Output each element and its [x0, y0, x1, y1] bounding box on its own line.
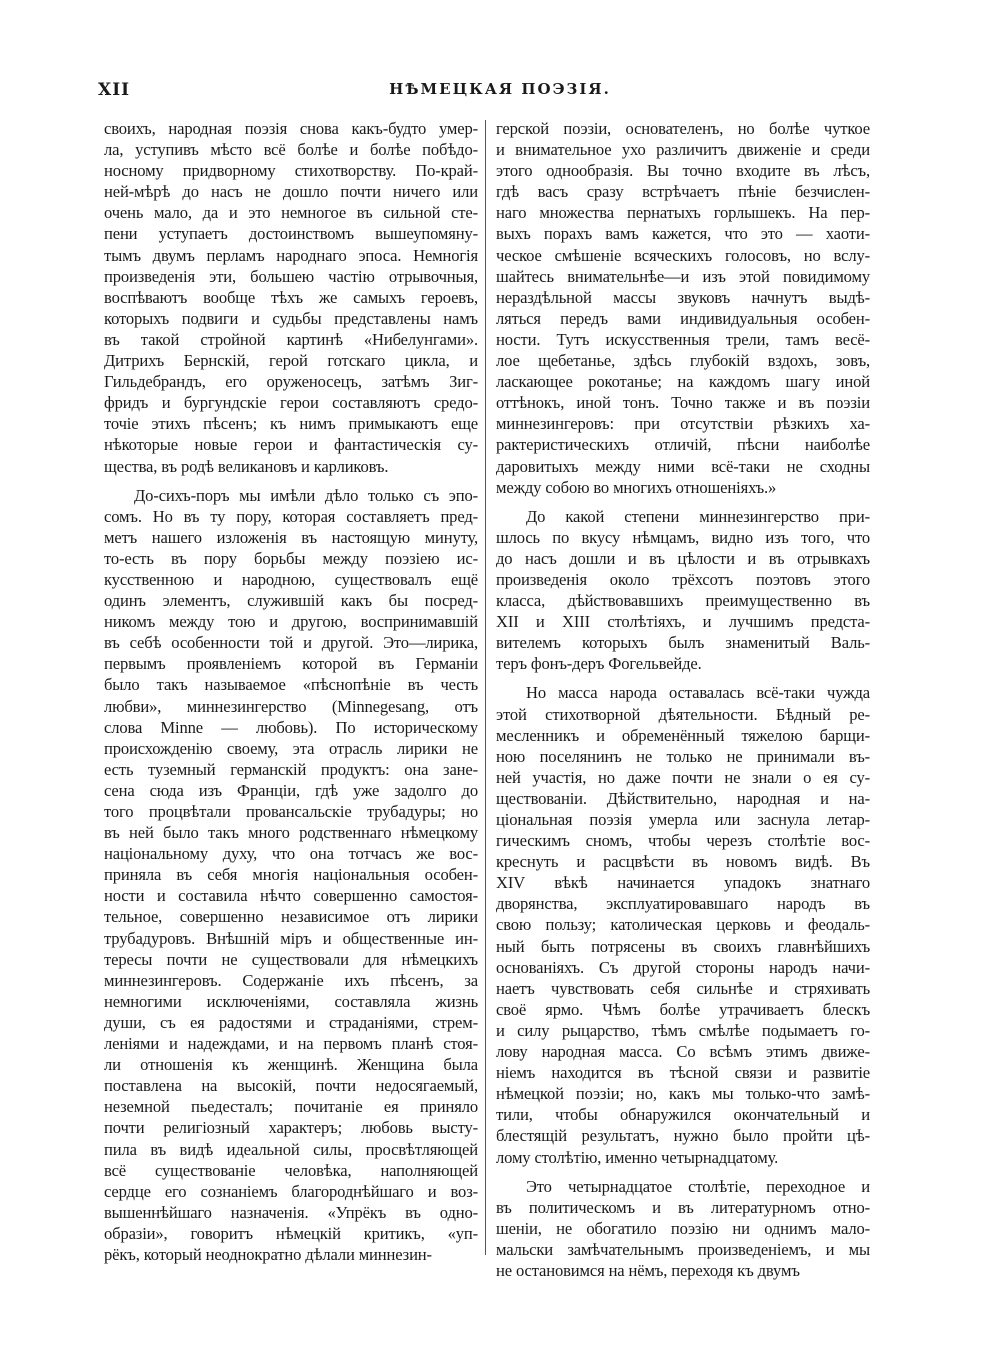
text-line: ности и составила нѣчто совершенно самостоя-: [104, 886, 478, 906]
text-line: дворянства, эксплуатировавшаго народъ въ: [496, 894, 870, 914]
text-line: лое щебетанье, здѣсь глубокій вздохъ, зовъ,: [496, 351, 870, 371]
left-column: [104, 118, 478, 1265]
text-line: рактеристическихъ отличій, пѣсни наиболѣе: [496, 435, 870, 455]
right-column: [496, 118, 870, 1281]
text-line: тымъ двумъ перламъ народнаго эпоса. Немногія: [104, 245, 478, 265]
text-line: Это четырнадцатое столѣтіе, переходное и: [526, 1176, 870, 1196]
text-line: ней-мѣрѣ до насъ не дошло почти ничего или: [104, 182, 478, 202]
text-line: До какой степени миннезингерство при-: [526, 506, 870, 526]
text-line: образіи», говоритъ нѣмецкій критикъ, «уп-: [104, 1223, 478, 1243]
text-line: вышеннѣйшаго назначенія. «Упрёкъ въ одно-: [104, 1202, 478, 1222]
text-line: гическимъ сномъ, чтобы черезъ столѣтіе вос-: [496, 831, 870, 851]
page-number: XII: [98, 80, 131, 100]
paragraph: [496, 682, 870, 1167]
text-line: мальски замѣчательнымъ произведеніемъ, и мы: [496, 1239, 870, 1259]
text-line: между собою во многихъ отношеніяхъ.»: [496, 477, 777, 497]
text-line: наго множества пернатыхъ горлышекъ. На пер-: [496, 203, 870, 223]
text-line: тересы почти не существовали для нѣмецкихъ: [104, 949, 478, 969]
text-line: ляться передъ вами индивидуальныя особен-: [496, 308, 870, 328]
column-divider: [485, 120, 486, 1255]
text-line: фридъ и бургундскіе герои составляютъ средо-: [104, 393, 478, 413]
running-title: НѢМЕЦКАЯ ПОЭЗІЯ.: [389, 80, 611, 98]
text-line: сена сюда изъ Франціи, гдѣ уже задолго до: [104, 780, 478, 800]
text-line: всё существованіе человѣка, наполняющей: [104, 1160, 478, 1180]
text-line: класса, дѣйствовавшихъ преимущественно въ: [496, 591, 870, 611]
text-line: метъ нашего изложенія въ настоящую минуту,: [104, 527, 478, 547]
text-line: носному придворному стихотворству. По-край-: [104, 161, 478, 181]
text-line: лому столѣтію, именно четырнадцатому.: [496, 1147, 779, 1167]
text-line: шлось по вкусу нѣмцамъ, видно изъ того, что: [496, 527, 870, 547]
text-line: пила въ видѣ идеальной силы, просвѣтляющей: [104, 1139, 478, 1159]
text-line: До-сихъ-поръ мы имѣли дѣло только съ эпо-: [134, 485, 478, 505]
text-line: щества, въ родѣ великановъ и карликовъ.: [104, 456, 389, 476]
text-line: шайтесь внимательнѣе—и изъ этой повидимому: [496, 266, 870, 286]
text-line: ности. Тутъ искусственныя трели, тамъ весё-: [496, 329, 870, 349]
text-line: тельное, совершенно независимое отъ лирики: [104, 907, 478, 927]
text-line: никомъ между тою и другою, воспринимавшій: [104, 612, 478, 632]
text-line: въ ней было такъ много родственнаго нѣмецкому: [104, 823, 478, 843]
text-line: ществованіи. Дѣйствительно, народная и на-: [496, 788, 870, 808]
text-line: которыхъ подвиги и судьбы представлены намъ: [104, 308, 478, 328]
text-line: воспѣваютъ вообще тѣхъ же самыхъ героевъ,: [104, 287, 478, 307]
text-line: произведенія эти, большею частію отрывочныя,: [104, 266, 478, 286]
text-line: сомъ. Но въ ту пору, которая составляетъ пред-: [104, 506, 478, 526]
text-line: блестящій результатъ, нужно было пройти цѣ-: [496, 1126, 870, 1146]
text-line: ціональная поэзія умерла или заснула летар-: [496, 810, 870, 829]
text-line: ніемъ находится въ тѣсной связи и развитіе: [496, 1063, 870, 1083]
text-line: и силу рыцарство, тѣмъ смѣлѣе подымаетъ го-: [496, 1020, 870, 1040]
text-line: миннезингеровъ: при отсутствіи рѣзкихъ ха-: [496, 414, 870, 434]
text-line: того процвѣтали провансальскіе трубадуры; но: [104, 802, 478, 821]
paragraph: [104, 118, 478, 477]
text-line: этого однообразія. Вы точно входите въ лѣсъ,: [496, 161, 870, 181]
text-line: Гильдебрандъ, его оруженосецъ, затѣмъ Зиг-: [104, 372, 478, 392]
text-line: точіе этихъ пѣсенъ; къ нимъ примыкаютъ еще: [104, 414, 478, 434]
text-line: теръ фонъ-деръ Фогельвейде.: [496, 654, 702, 674]
paragraph: [496, 506, 870, 675]
text-line: ческое смѣшеніе всяческихъ голосовъ, но вслу-: [496, 245, 870, 265]
text-line: нѣкоторые новые герои и фантастическія су-: [104, 435, 478, 455]
text-line: миннезингеровъ. Содержаніе ихъ пѣсенъ, за: [104, 970, 478, 990]
text-line: неземной пьедесталъ; почитаніе ея приняло: [104, 1097, 478, 1117]
text-line: и внимательное ухо различитъ движеніе и среди: [496, 140, 870, 160]
text-line: ла, уступивъ мѣсто всё болѣе и болѣе побѣдо-: [104, 140, 478, 160]
text-line: нераздѣльной массы звуковъ начнутъ выдѣ-: [496, 287, 870, 307]
text-line: то-есть въ пору борьбы между поэзіею ис-: [104, 548, 478, 568]
text-line: ный быть потрясены въ своихъ главнѣйшихъ: [496, 936, 870, 956]
text-line: XIV вѣкѣ начинается упадокъ знатнаго: [496, 873, 870, 893]
text-line: даровитыхъ между ними всё-таки не сходны: [496, 456, 870, 476]
text-line: рёкъ, который неоднократно дѣлали миннезин-: [104, 1244, 432, 1264]
text-line: ней участія, но даже почти не знали о ея су-: [496, 767, 870, 787]
text-line: креснуть и расцвѣсти въ новомъ видѣ. Въ: [496, 852, 870, 872]
text-line: въ себѣ особенности той и другой. Это—лирика,: [104, 633, 478, 653]
text-line: слова Minne — любовь). По историческому: [104, 717, 478, 737]
text-line: въ такой стройной картинѣ «Нибелунгами».: [104, 329, 478, 349]
text-line: гдѣ васъ сразу встрѣчаетъ пѣніе безчислен-: [496, 182, 870, 202]
text-line: ною поселянинъ не только не принимали въ-: [496, 746, 870, 766]
text-line: трубадуровъ. Внѣшній міръ и общественные ин-: [104, 928, 478, 948]
text-line: леніями и надеждами, и на первомъ планѣ стоя-: [104, 1034, 478, 1054]
text-line: своихъ, народная поэзія снова какъ-будто умер-: [104, 119, 478, 138]
text-line: почти религіозный характеръ; любовь высту-: [104, 1118, 478, 1138]
text-line: произведенія около трёхсотъ поэтовъ этого: [496, 569, 870, 589]
text-line: немногими исключеніями, составляла жизнь: [104, 991, 478, 1011]
text-line: наетъ чувствовать себя сильнѣе и стряхивать: [496, 978, 870, 998]
text-line: ласкающее рокотанье; на каждомъ шагу иной: [496, 372, 870, 392]
text-line: основаніяхъ. Съ другой стороны народъ начи-: [496, 957, 870, 977]
text-line: свою пользу; католическая церковь и феодаль-: [496, 915, 870, 935]
text-line: въ политическомъ и въ литературномъ отно-: [496, 1197, 870, 1217]
text-line: есть туземный германскій продуктъ: она зане-: [104, 759, 478, 779]
text-line: ли отношенія къ женщинѣ. Женщина была: [104, 1055, 478, 1075]
text-line: происхожденію своему, эта отрасль лирики не: [104, 738, 478, 758]
paragraph: [496, 1176, 870, 1281]
text-line: оттѣнокъ, иной тонъ. Точно также и въ поэзіи: [496, 393, 870, 413]
paragraph: [104, 485, 478, 1265]
text-line: этой стихотворной дѣятельности. Бѣдный ре-: [496, 704, 870, 724]
text-line: выхъ порахъ вамъ кажется, что это — хаоти-: [496, 224, 870, 244]
text-line: души, съ ея радостями и страданіями, стрем-: [104, 1012, 478, 1032]
text-line: одинъ элементъ, служившій какъ бы посред-: [104, 591, 478, 611]
text-line: нѣмецкой поэзіи; но, какъ мы только-что замѣ-: [496, 1084, 870, 1104]
text-line: своё ярмо. Чѣмъ болѣе утрачиваетъ блескъ: [496, 999, 870, 1019]
text-line: пени уступаетъ достоинствомъ вышеупомяну-: [104, 224, 478, 244]
text-line: поставлена на высокій, почти недосягаемый,: [104, 1076, 478, 1096]
paragraph: [496, 118, 870, 498]
text-line: до насъ дошли и въ цѣлости и въ отрывкахъ: [496, 548, 870, 568]
text-line: герской поэзіи, основателенъ, но болѣе чуткое: [496, 119, 870, 138]
text-line: кусственною и народною, существовалъ ещё: [104, 569, 478, 589]
text-line: сердце его сознаніемъ благороднѣйшаго и воз-: [104, 1181, 478, 1201]
text-line: очень мало, да и это немногое въ сильной сте-: [104, 203, 478, 223]
text-line: Дитрихъ Бернскій, герой готскаго цикла, и: [104, 351, 478, 371]
text-line: было такъ называемое «пѣснопѣніе въ честь: [104, 675, 478, 695]
text-line: первымъ проявленіемъ которой въ Германіи: [104, 654, 478, 674]
text-line: не остановимся на нёмъ, переходя къ двумъ: [496, 1260, 800, 1280]
text-line: приняла въ себя многія національныя особен-: [104, 865, 478, 885]
text-line: Но масса народа оставалась всё-таки чужда: [526, 683, 870, 703]
text-line: вителемъ которыхъ былъ знаменитый Валь-: [496, 633, 870, 653]
text-line: лову народная масса. Со всѣмъ этимъ движе-: [496, 1042, 870, 1062]
text-line: тили, чтобы обнаружился окончательный и: [496, 1105, 870, 1125]
text-line: національному духу, что она тотчасъ же вос-: [104, 844, 478, 864]
text-line: шеніи, не обогатило поэзію ни однимъ мало-: [496, 1218, 870, 1238]
text-line: любви», миннезингерство (Minnegesang, отъ: [104, 696, 478, 716]
text-line: месленникъ и обременённый тяжелою барщи-: [496, 725, 870, 745]
text-line: XII и XIII столѣтіяхъ, и лучшимъ предста-: [496, 612, 870, 632]
